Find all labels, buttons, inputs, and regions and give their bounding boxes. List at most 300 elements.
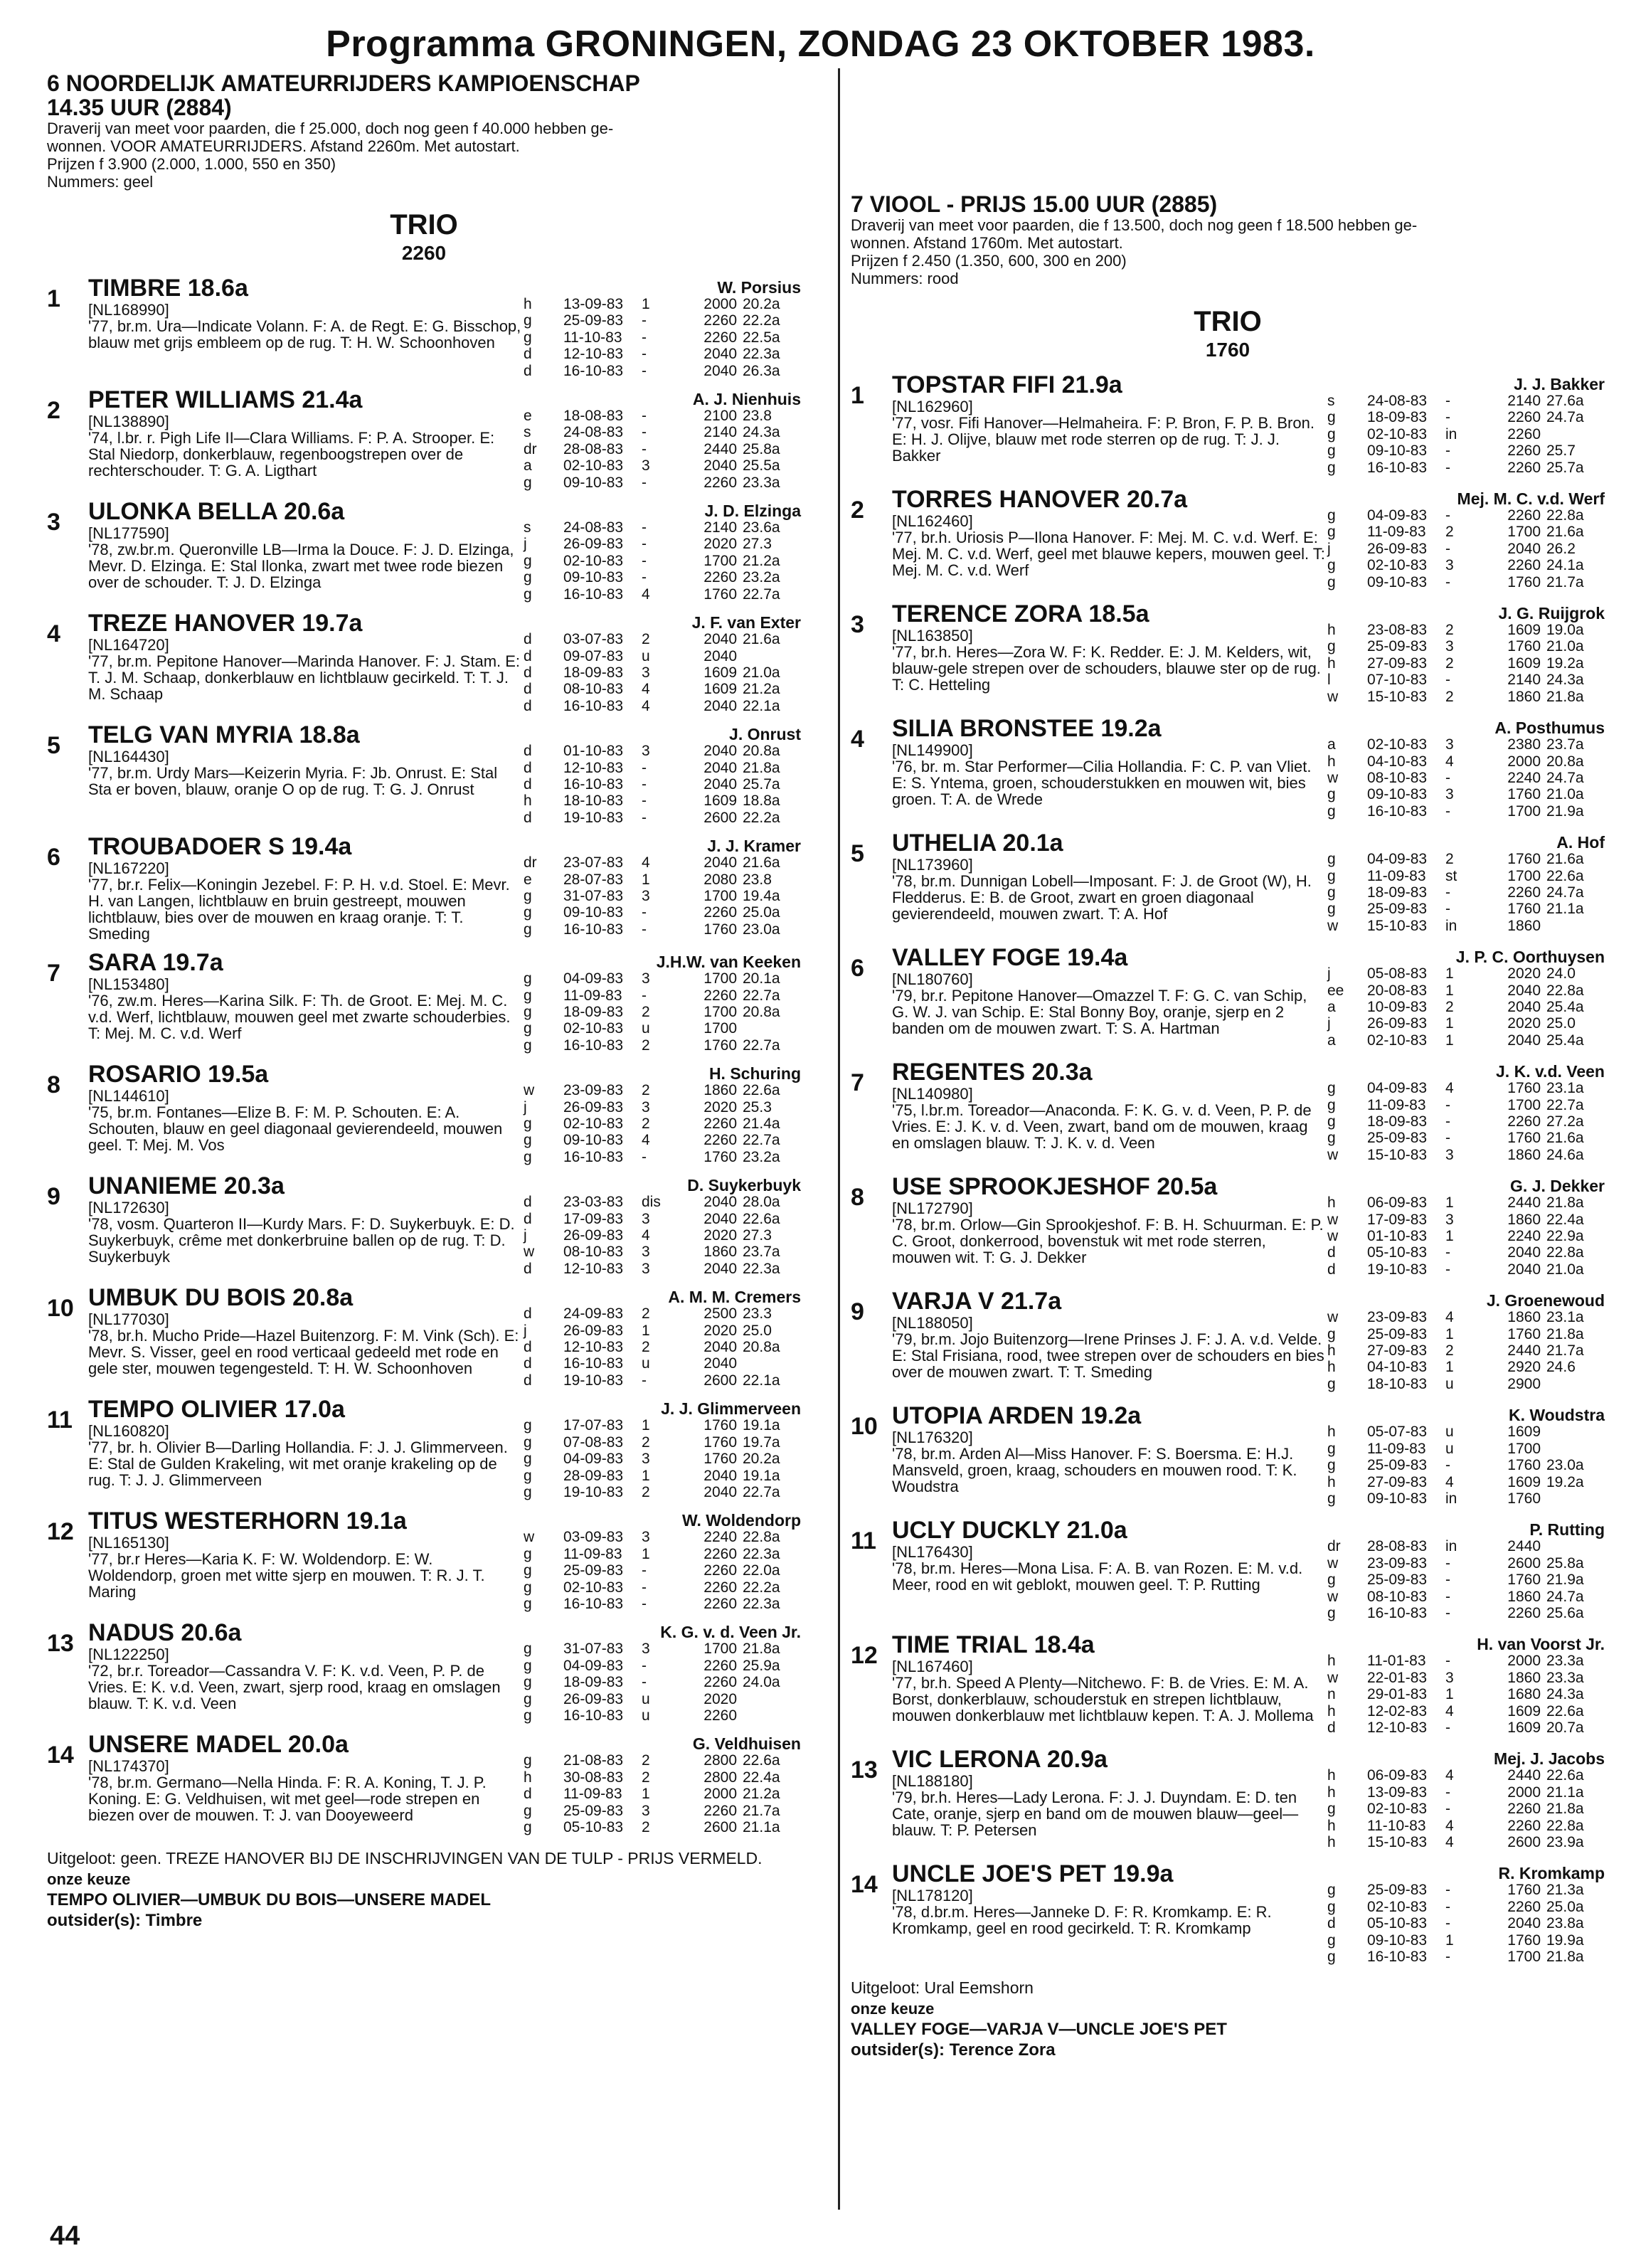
- placing: -: [642, 312, 647, 329]
- track-code: d: [524, 1194, 532, 1211]
- track-code: d: [524, 1210, 532, 1227]
- horse-body: [88, 1619, 801, 1724]
- horse-name: VIC LERONA 20.9a: [892, 1746, 1108, 1774]
- track-code: d: [524, 1786, 532, 1803]
- track-code: d: [524, 1305, 532, 1323]
- track-code: d: [1327, 1244, 1336, 1261]
- placing: -: [1445, 459, 1450, 476]
- race-date: 18-09-83: [1367, 884, 1428, 901]
- km-time: [743, 1707, 800, 1724]
- horse-name: UNSERE MADEL 20.0a: [88, 1731, 349, 1759]
- horse-pedigree: '77, br.r. Felix—Koningin Jezebel. F: P. H. v.d. Stoel. E: Mevr. H. van Langen, lichtblauw en bruin gestreept, mouwen lichtblauw, bies over de mouwen en kraag oranje. T: T. Smeding: [88, 876, 510, 943]
- track-code: e: [524, 408, 532, 425]
- form-row: [524, 1451, 801, 1467]
- form-row: [524, 1194, 801, 1210]
- placing: 3: [642, 1529, 650, 1546]
- race-date: 03-09-83: [563, 1529, 624, 1546]
- horse-entry: [851, 486, 1605, 590]
- race-date: 26-09-83: [563, 1098, 624, 1116]
- form-row: [1327, 655, 1605, 672]
- km-time: 21.8a: [1546, 1801, 1584, 1818]
- km-time: 23.3: [743, 1305, 772, 1323]
- race-date: 18-09-83: [563, 664, 624, 681]
- page-number: 44: [50, 2221, 80, 2251]
- horse-body: [88, 1731, 801, 1835]
- km-time: 19.2a: [1546, 1473, 1584, 1490]
- form-table: [524, 1396, 801, 1500]
- race-date: 01-10-83: [1367, 1228, 1428, 1245]
- horse-description: [892, 371, 1327, 476]
- placing: 4: [1445, 1834, 1454, 1850]
- race-date: 25-09-83: [563, 1562, 624, 1579]
- horse-number: 6: [851, 955, 864, 982]
- race-date: 13-09-83: [1367, 1784, 1428, 1801]
- km-time: 22.9a: [1546, 1228, 1584, 1245]
- race-date: 26-09-83: [563, 1227, 624, 1244]
- track-code: g: [524, 552, 532, 569]
- race-date: 02-10-83: [563, 457, 624, 475]
- distance: 2260: [1507, 1113, 1541, 1130]
- race-footer: [47, 1848, 801, 1931]
- distance: 2020: [1507, 1015, 1541, 1032]
- placing: 1: [642, 1545, 650, 1562]
- race-date: 12-10-83: [563, 1260, 624, 1277]
- km-time: 21.2a: [743, 552, 780, 569]
- km-time: 21.0a: [743, 664, 780, 681]
- race-date: 19-10-83: [563, 1372, 624, 1389]
- horse-description: [892, 1631, 1327, 1736]
- track-code: d: [524, 647, 532, 664]
- horse-pedigree: '78, d.br.m. Heres—Janneke D. F: R. Kromkamp. E: R. Kromkamp, geel en rood gecirkeld. T: R. Kromkamp: [892, 1903, 1272, 1938]
- form-row: [1327, 1653, 1605, 1669]
- horse-registration: [NL162460]: [892, 512, 973, 531]
- race-date: 09-10-83: [563, 569, 624, 586]
- placing: 2: [642, 1819, 650, 1835]
- track-code: g: [1327, 638, 1336, 655]
- track-code: d: [524, 631, 532, 648]
- race-date: 11-09-83: [1367, 1440, 1426, 1457]
- distance: 1700: [1507, 802, 1541, 820]
- km-time: 27.2a: [1546, 1113, 1584, 1130]
- km-time: 20.2a: [743, 1451, 780, 1468]
- race-date: 11-10-83: [1367, 1817, 1426, 1834]
- race-date: 04-09-83: [563, 1657, 624, 1674]
- horse-number: 12: [47, 1518, 74, 1546]
- race-date: 08-10-83: [1367, 1588, 1428, 1605]
- track-code: d: [524, 1260, 532, 1277]
- km-time: [1546, 1441, 1603, 1457]
- horse-entry: [47, 1061, 801, 1165]
- track-code: d: [524, 743, 532, 760]
- distance: 1760: [1507, 851, 1541, 868]
- horse-description: [892, 830, 1327, 934]
- distance: 2800: [703, 1752, 737, 1769]
- track-code: g: [524, 569, 532, 586]
- form-row: [524, 1707, 801, 1724]
- km-time: 21.8a: [743, 759, 780, 776]
- placing: dis: [642, 1194, 661, 1211]
- distance: 1860: [703, 1082, 737, 1099]
- horse-registration: [NL163850]: [892, 627, 973, 645]
- km-time: 22.3a: [743, 1595, 780, 1612]
- form-row: [1327, 409, 1605, 425]
- trainer-name: Mej. M. C. v.d. Werf: [1457, 489, 1605, 509]
- km-time: 21.2a: [743, 681, 780, 698]
- horse-number: 12: [851, 1642, 878, 1670]
- distance: 2440: [1507, 1538, 1541, 1555]
- distance: 2040: [703, 1355, 737, 1372]
- km-time: 19.9a: [1546, 1931, 1584, 1949]
- km-time: 22.0a: [743, 1562, 780, 1579]
- form-table: [1327, 715, 1605, 820]
- horse-number: 3: [851, 611, 864, 639]
- distance: 1760: [1507, 1080, 1541, 1097]
- race-date: 11-09-83: [563, 1786, 622, 1803]
- form-row: [1327, 753, 1605, 770]
- km-time: 22.3a: [743, 1260, 780, 1277]
- race-date: 03-07-83: [563, 631, 624, 648]
- race-date: 25-09-83: [1367, 1572, 1428, 1589]
- horse-number: 2: [851, 497, 864, 524]
- form-table: [1327, 1288, 1605, 1392]
- km-time: 25.0a: [743, 904, 780, 921]
- placing: -: [1445, 1882, 1450, 1899]
- form-row: [1327, 1686, 1605, 1702]
- form-row: [524, 888, 801, 904]
- distance: 2040: [703, 854, 737, 871]
- distance: 2040: [703, 1483, 737, 1500]
- race-date: 05-10-83: [1367, 1915, 1428, 1932]
- placing: -: [1445, 1784, 1450, 1801]
- form-row: [524, 363, 801, 379]
- form-table: [524, 1061, 801, 1165]
- distance: 2240: [1507, 769, 1541, 786]
- km-time: 22.7a: [743, 585, 780, 603]
- form-row: [1327, 524, 1605, 540]
- race-date: 11-01-83: [1367, 1653, 1426, 1670]
- placing: 2: [1445, 655, 1454, 672]
- horse-body: [88, 610, 801, 714]
- horse-number: 9: [851, 1298, 864, 1326]
- track-code: h: [1327, 622, 1336, 639]
- horse-name: ULONKA BELLA 20.6a: [88, 498, 345, 526]
- track-code: g: [1327, 1375, 1336, 1392]
- race-date: 16-10-83: [563, 362, 624, 379]
- distance: 2260: [703, 1707, 737, 1724]
- track-code: ee: [1327, 982, 1344, 999]
- km-time: 23.1a: [1546, 1080, 1584, 1097]
- placing: in: [1445, 1538, 1457, 1555]
- track-code: d: [524, 1355, 532, 1372]
- placing: -: [642, 424, 647, 441]
- form-row: [524, 312, 801, 329]
- km-time: 19.4a: [743, 887, 780, 904]
- placing: 4: [1445, 1473, 1454, 1490]
- form-row: [524, 1529, 801, 1545]
- track-code: g: [1327, 884, 1336, 901]
- form-row: [524, 296, 801, 312]
- track-code: j: [524, 536, 527, 553]
- placing: -: [642, 1372, 647, 1389]
- km-time: 20.2a: [743, 296, 780, 312]
- form-row: [524, 1803, 801, 1819]
- distance: 2800: [703, 1769, 737, 1786]
- placing: -: [1445, 1949, 1450, 1966]
- track-code: d: [524, 681, 532, 698]
- horse-entry: [851, 1517, 1605, 1621]
- horse-entry: [851, 1288, 1605, 1392]
- race-date: 07-08-83: [563, 1434, 624, 1451]
- form-row: [1327, 786, 1605, 802]
- trainer-name: H. van Voorst Jr.: [1477, 1635, 1605, 1654]
- horse-name: REGENTES 20.3a: [892, 1059, 1093, 1086]
- race-date: 16-10-83: [563, 1037, 624, 1054]
- form-row: [1327, 803, 1605, 820]
- placing: 1: [1445, 1931, 1454, 1949]
- horse-entry: [47, 610, 801, 714]
- km-time: 23.7a: [743, 1244, 780, 1261]
- race-date: 25-09-83: [563, 312, 624, 329]
- form-row: [524, 1372, 801, 1389]
- race-date: 16-10-83: [563, 585, 624, 603]
- horse-entry: [47, 1172, 801, 1277]
- placing: -: [642, 1595, 647, 1612]
- race-date: 02-10-83: [1367, 1898, 1428, 1915]
- horse-body: [892, 1402, 1605, 1507]
- placing: in: [1445, 1490, 1457, 1507]
- distance: 2260: [703, 1132, 737, 1149]
- horse-body: [88, 498, 801, 603]
- placing: -: [1445, 884, 1450, 901]
- form-row: [524, 904, 801, 921]
- horse-name: UCLY DUCKLY 21.0a: [892, 1517, 1127, 1544]
- placing: u: [642, 1355, 650, 1372]
- race-date: 09-10-83: [1367, 573, 1428, 590]
- distance: 2440: [1507, 1767, 1541, 1784]
- horse-registration: [NL176320]: [892, 1429, 973, 1447]
- distance: 1860: [1507, 1669, 1541, 1686]
- our-choice: TEMPO OLIVIER—UMBUK DU BOIS—UNSERE MADEL: [47, 1890, 492, 1910]
- km-time: 20.8a: [743, 743, 780, 760]
- form-row: [1327, 1882, 1605, 1898]
- track-code: h: [1327, 1702, 1336, 1719]
- distance: 1760: [1507, 1325, 1541, 1342]
- placing: -: [1445, 1572, 1450, 1589]
- distance: 2040: [703, 1260, 737, 1277]
- race-date: 18-10-83: [563, 793, 624, 810]
- placing: 3: [642, 1244, 650, 1261]
- placing: in: [1445, 425, 1457, 443]
- km-time: 25.7a: [1546, 459, 1584, 476]
- form-row: [524, 1020, 801, 1037]
- horse-pedigree: '79, br.h. Heres—Lady Lerona. F: J. J. Duyndam. E: D. ten Cate, oranje, sjerp en band om de mouwen blauw—geel—blauw. T: P. Petersen: [892, 1789, 1299, 1840]
- form-row: [524, 408, 801, 424]
- race-date: 18-09-83: [1367, 1113, 1428, 1130]
- horse-entry: [47, 1284, 801, 1389]
- race-date: 09-10-83: [563, 1132, 624, 1149]
- race-date: 16-10-83: [1367, 802, 1428, 820]
- distance: 1609: [1507, 1702, 1541, 1719]
- race-date: 07-10-83: [1367, 672, 1428, 689]
- race-date: 21-08-83: [563, 1752, 624, 1769]
- horse-name: PETER WILLIAMS 21.4a: [88, 386, 363, 414]
- horse-body: [892, 944, 1605, 1049]
- race-date: 11-09-83: [1367, 524, 1426, 541]
- horse-name: TEMPO OLIVIER 17.0a: [88, 1396, 345, 1424]
- track-code: d: [1327, 1261, 1336, 1278]
- horse-body: [892, 1288, 1605, 1392]
- form-row: [524, 457, 801, 474]
- form-table: [1327, 944, 1605, 1049]
- form-table: [1327, 830, 1605, 934]
- horse-entry: [851, 1860, 1605, 1965]
- km-time: 24.0: [1546, 965, 1576, 982]
- km-time: [1546, 918, 1603, 934]
- horse-entry: [851, 1059, 1605, 1163]
- track-code: dr: [1327, 1538, 1341, 1555]
- track-code: w: [1327, 917, 1339, 934]
- placing: 2: [642, 1339, 650, 1356]
- km-time: 21.1a: [1546, 1784, 1584, 1801]
- form-table: [524, 498, 801, 603]
- horse-pedigree: '78, br.m. Germano—Nella Hinda. F: R. A. Koning, T. J. P. Koning. E: G. Veldhuisen, wit met geel—rode strepen en biezen over de mouwen. T: J. van Dooyeweerd: [88, 1774, 487, 1825]
- horse-entry: [47, 721, 801, 826]
- form-row: [1327, 689, 1605, 705]
- horse-number: 4: [851, 726, 864, 753]
- our-choice-label: onze keuze: [47, 1870, 131, 1889]
- race-date: 27-09-83: [1367, 655, 1428, 672]
- distance: 2040: [1507, 1032, 1541, 1049]
- horse-registration: [NL168990]: [88, 301, 169, 319]
- placing: 1: [1445, 1325, 1454, 1342]
- placing: -: [1445, 1113, 1450, 1130]
- placing: 1: [642, 296, 650, 312]
- distance: 2260: [1507, 1801, 1541, 1818]
- distance: 1700: [703, 1020, 737, 1037]
- horse-registration: [NL144610]: [88, 1087, 169, 1106]
- horse-registration: [NL172790]: [892, 1199, 973, 1218]
- form-row: [1327, 1212, 1605, 1228]
- form-row: [1327, 1080, 1605, 1096]
- horse-number: 10: [47, 1295, 74, 1323]
- form-table: [1327, 1517, 1605, 1621]
- track-code: w: [1327, 1228, 1339, 1245]
- placing: -: [642, 1148, 647, 1165]
- distance: 2260: [1507, 557, 1541, 574]
- form-row: [1327, 736, 1605, 753]
- form-row: [1327, 1342, 1605, 1359]
- track-code: g: [1327, 409, 1336, 426]
- km-time: [1546, 1424, 1603, 1440]
- race-date: 05-07-83: [1367, 1424, 1428, 1441]
- placing: 2: [1445, 524, 1454, 541]
- horse-name: TROUBADOER S 19.4a: [88, 833, 352, 861]
- placing: 2: [1445, 688, 1454, 705]
- horse-pedigree: '78, zw.br.m. Queronville LB—Irma la Douce. F: J. D. Elzinga, Mevr. D. Elzinga. E: Stal Ilonka, zwart met twee rode biezen over de schouder. T: J. D. Elzinga: [88, 541, 514, 592]
- track-code: w: [524, 1529, 535, 1546]
- km-time: 25.0a: [1546, 1898, 1584, 1915]
- placing: 3: [642, 457, 650, 475]
- race-date: 25-09-83: [1367, 1130, 1428, 1147]
- race-date: 04-10-83: [1367, 753, 1428, 770]
- race-7-column: [851, 192, 1605, 2060]
- race-date: 24-08-83: [1367, 393, 1428, 409]
- horse-pedigree: '78, br.m. Dunnigan Lobell—Imposant. F: J. de Groot (W), H. Fledderus. E: B. de Groot, zwart en groen diagonaal gevierendeeld, mouwen zwart. T: A. Hof: [892, 872, 1312, 923]
- form-row: [1327, 1949, 1605, 1965]
- horse-number: 8: [47, 1071, 60, 1099]
- form-row: [1327, 1538, 1605, 1554]
- form-row: [1327, 1113, 1605, 1130]
- race-date: 11-09-83: [563, 987, 622, 1004]
- distance: 2040: [1507, 982, 1541, 999]
- placing: 1: [642, 1322, 650, 1339]
- outsider-pick: outsider(s): Timbre: [47, 1911, 203, 1931]
- horse-body: [892, 1517, 1605, 1621]
- track-code: g: [1327, 459, 1336, 476]
- km-time: 24.3a: [743, 424, 780, 441]
- distance: 1860: [1507, 1211, 1541, 1228]
- race-distance: 1760: [1205, 339, 1250, 361]
- distance: 2040: [703, 1210, 737, 1227]
- track-code: g: [1327, 867, 1336, 884]
- form-row: [524, 1641, 801, 1657]
- track-code: g: [524, 1116, 532, 1132]
- horse-pedigree: '77, br.r Heres—Karia K. F: W. Woldendorp. E: W. Woldendorp, groen met witte sjerp en mouwen. T: R. J. T. Maring: [88, 1550, 485, 1601]
- horse-number: 3: [47, 509, 60, 536]
- race-date: 23-09-83: [563, 1082, 624, 1099]
- distance: 1609: [703, 681, 737, 698]
- form-row: [524, 631, 801, 647]
- km-time: 25.7: [1546, 443, 1576, 460]
- track-code: g: [1327, 1898, 1336, 1915]
- track-code: w: [1327, 1146, 1339, 1163]
- track-code: d: [524, 809, 532, 826]
- race-date: 23-09-83: [1367, 1309, 1428, 1326]
- horse-description: [88, 275, 524, 379]
- track-code: g: [1327, 1440, 1336, 1457]
- km-time: 20.8a: [743, 1339, 780, 1356]
- km-time: [743, 1355, 800, 1372]
- race-date: 05-10-83: [563, 1819, 624, 1835]
- track-code: g: [1327, 786, 1336, 803]
- distance: 2260: [703, 474, 737, 491]
- placing: -: [1445, 1244, 1450, 1261]
- form-table: [524, 1172, 801, 1277]
- km-time: 19.1a: [743, 1467, 780, 1484]
- horse-description: [88, 386, 524, 491]
- horse-name: UTOPIA ARDEN 19.2a: [892, 1402, 1142, 1430]
- track-code: d: [524, 759, 532, 776]
- horse-registration: [NL176430]: [892, 1543, 973, 1562]
- race-date: 15-10-83: [1367, 1146, 1428, 1163]
- distance: 2260: [1507, 425, 1541, 443]
- track-code: g: [1327, 1801, 1336, 1818]
- distance: 1609: [1507, 1473, 1541, 1490]
- km-time: 21.3a: [1546, 1882, 1584, 1899]
- horse-registration: [NL165130]: [88, 1534, 169, 1552]
- form-table: [524, 610, 801, 714]
- race-date: 16-10-83: [1367, 1604, 1428, 1621]
- race-date: 27-09-83: [1367, 1473, 1428, 1490]
- km-time: 21.0a: [1546, 1261, 1584, 1278]
- distance: 2260: [1507, 507, 1541, 524]
- distance: 1760: [703, 1451, 737, 1468]
- distance: 2040: [703, 457, 737, 475]
- km-time: 22.2a: [743, 1579, 780, 1596]
- horse-registration: [NL178120]: [892, 1887, 973, 1905]
- placing: -: [1445, 1130, 1450, 1147]
- distance: 1760: [703, 585, 737, 603]
